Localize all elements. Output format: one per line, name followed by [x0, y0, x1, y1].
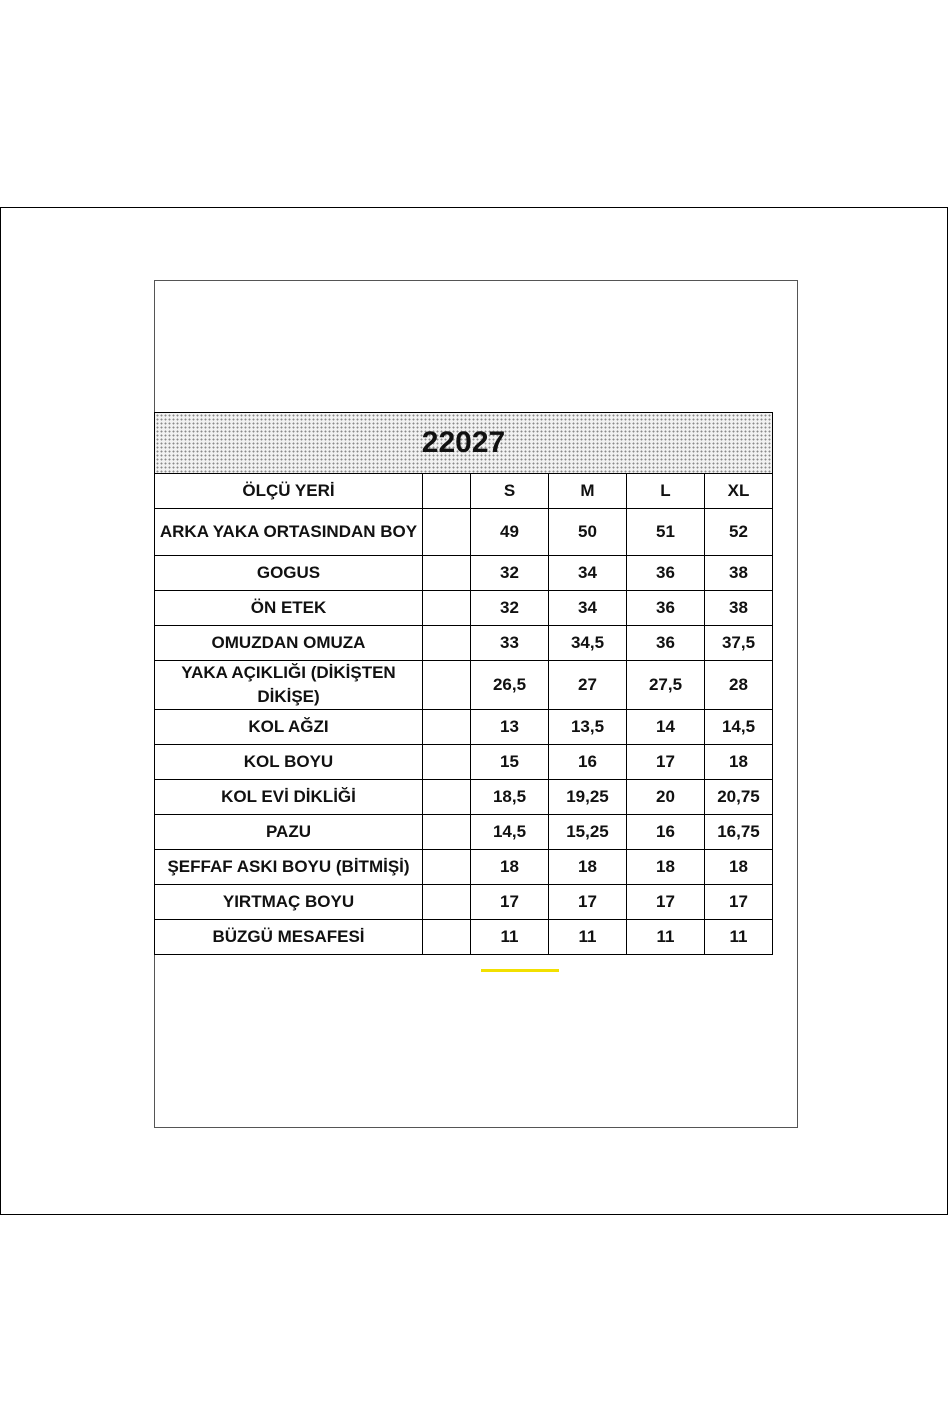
value-xl: 18 [705, 850, 773, 885]
blank-cell [423, 745, 471, 780]
product-code-title: 22027 [155, 413, 773, 474]
table-row [155, 815, 773, 850]
row-label: ÖN ETEK [155, 591, 423, 626]
header-size-m: M [549, 474, 627, 509]
table-row [155, 920, 773, 955]
blank-cell [423, 509, 471, 556]
value-m: 27 [549, 661, 627, 710]
row-label: KOL EVİ DİKLİĞİ [155, 780, 423, 815]
header-row [155, 474, 773, 509]
row-label: GOGUS [155, 556, 423, 591]
row-label: KOL BOYU [155, 745, 423, 780]
value-l: 36 [627, 591, 705, 626]
header-size-l: L [627, 474, 705, 509]
table-row [155, 885, 773, 920]
value-m: 34 [549, 556, 627, 591]
row-label: PAZU [155, 815, 423, 850]
header-measure-label: ÖLÇÜ YERİ [155, 474, 423, 509]
value-xl: 14,5 [705, 710, 773, 745]
value-xl: 37,5 [705, 626, 773, 661]
value-l: 36 [627, 626, 705, 661]
blank-cell [423, 661, 471, 710]
value-s: 17 [471, 885, 549, 920]
value-m: 34 [549, 591, 627, 626]
table-row [155, 745, 773, 780]
value-s: 15 [471, 745, 549, 780]
table-row [155, 591, 773, 626]
table-row [155, 850, 773, 885]
value-s: 18,5 [471, 780, 549, 815]
value-xl: 16,75 [705, 815, 773, 850]
blank-cell [423, 815, 471, 850]
row-label-text: YAKA AÇIKLIĞI (DİKİŞTEN DİKİŞE) [181, 663, 396, 706]
value-m: 15,25 [549, 815, 627, 850]
value-m: 18 [549, 850, 627, 885]
value-l: 14 [627, 710, 705, 745]
value-l: 51 [627, 509, 705, 556]
value-xl: 18 [705, 745, 773, 780]
header-size-s: S [471, 474, 549, 509]
row-label: KOL AĞZI [155, 710, 423, 745]
value-xl: 17 [705, 885, 773, 920]
value-l: 27,5 [627, 661, 705, 710]
row-label: YIRTMAÇ BOYU [155, 885, 423, 920]
value-xl: 38 [705, 556, 773, 591]
value-xl: 28 [705, 661, 773, 710]
value-l: 36 [627, 556, 705, 591]
value-m: 19,25 [549, 780, 627, 815]
table-row [155, 661, 773, 710]
value-s: 32 [471, 556, 549, 591]
value-xl: 20,75 [705, 780, 773, 815]
blank-cell [423, 850, 471, 885]
table-row [155, 509, 773, 556]
value-m: 17 [549, 885, 627, 920]
table-row [155, 780, 773, 815]
value-m: 11 [549, 920, 627, 955]
header-size-xl: XL [705, 474, 773, 509]
blank-cell [423, 710, 471, 745]
blank-cell [423, 920, 471, 955]
cell-highlight-mark [481, 969, 559, 972]
value-s: 18 [471, 850, 549, 885]
row-label: ŞEFFAF ASKI BOYU (BİTMİŞİ) [155, 850, 423, 885]
table-row [155, 710, 773, 745]
value-s: 13 [471, 710, 549, 745]
value-xl: 52 [705, 509, 773, 556]
value-s: 33 [471, 626, 549, 661]
blank-cell [423, 556, 471, 591]
value-l: 18 [627, 850, 705, 885]
value-s: 26,5 [471, 661, 549, 710]
value-xl: 11 [705, 920, 773, 955]
value-l: 20 [627, 780, 705, 815]
row-label: BÜZGÜ MESAFESİ [155, 920, 423, 955]
value-s: 14,5 [471, 815, 549, 850]
title-row [155, 413, 773, 474]
value-s: 32 [471, 591, 549, 626]
value-xl: 38 [705, 591, 773, 626]
row-label: OMUZDAN OMUZA [155, 626, 423, 661]
value-m: 13,5 [549, 710, 627, 745]
value-s: 11 [471, 920, 549, 955]
value-l: 11 [627, 920, 705, 955]
header-blank-cell [423, 474, 471, 509]
value-l: 16 [627, 815, 705, 850]
value-m: 34,5 [549, 626, 627, 661]
size-chart-table [154, 412, 773, 955]
row-label-text: ARKA YAKA ORTASINDAN BOY [159, 522, 418, 541]
value-l: 17 [627, 885, 705, 920]
value-l: 17 [627, 745, 705, 780]
value-s: 49 [471, 509, 549, 556]
row-label [155, 661, 423, 710]
value-m: 50 [549, 509, 627, 556]
blank-cell [423, 885, 471, 920]
blank-cell [423, 780, 471, 815]
table-row [155, 556, 773, 591]
value-m: 16 [549, 745, 627, 780]
blank-cell [423, 626, 471, 661]
row-label [155, 509, 423, 556]
blank-cell [423, 591, 471, 626]
table-row [155, 626, 773, 661]
